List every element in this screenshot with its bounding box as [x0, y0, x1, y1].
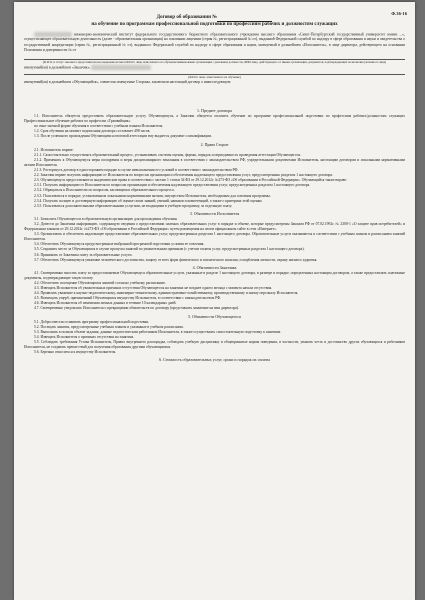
- contract-clause: 1.3. После успешного прохождения Обучающимся итоговой аттестации ему выдается документ о квалификации.: [34, 134, 212, 139]
- contract-clause: 4.6. Извещать Исполнителя об изменении личных данных в течение 10 календарных дней.: [34, 301, 177, 306]
- section-heading: 2. Права Сторон: [200, 141, 229, 147]
- document-title: [14, 15, 415, 28]
- contract-clause: 3.7. Обеспечить Обучающемуся уважение человеческого достоинства, защиту от всех форм физического и психического насилия, оскорбления личности, охрану жизни и здоровья.: [34, 257, 318, 262]
- contract-clause: 5.6. Бережно относиться к имуществу Исполнителя.: [34, 350, 117, 355]
- student-line: именуемый(ая) в дальнейшем «Обучающийся», совместно именуемые Стороны, заключили настоящий договор о нижеследующем:: [24, 79, 232, 84]
- contract-clause: 1.1. Исполнитель обязуется предоставить образовательную услугу Обучающемуся, а Заказчик обязуется оплатить обучение по программе профессиональной подготовки по профессиям рабочих/должностям служащих Профессиональное обучение рабочих по профессии «Трамвайщик»: [24, 114, 405, 124]
- header-block: [24, 29, 405, 85]
- caption-fio: (Ф.И.О. лица, зачисленного на обучение): [188, 74, 241, 79]
- section-heading: 6. Стоимость образовательных услуг, сроки и порядок их оплаты: [159, 357, 270, 363]
- contract-clause: 3.3. Организовать и обеспечить надлежащее предоставление образовательных услуг, предусмотренных разделом 1 настоящего договора. Образовательные услуги оказываются в соответствии с учебным планом и расписанием занятий Исполнителя.: [24, 232, 405, 242]
- contract-clause: 2.1.3. Расторгнуть договор в одностороннем порядке в случае невыполнения его условий в соответствии с законодательством РФ.: [34, 168, 239, 173]
- contract-sections: [24, 106, 405, 363]
- contract-clause: 4.4. Проявлять уважение к научно-педагогическому, инженерно-техническому, административно-хозяйственному, производственному и иному персоналу Исполнителя.: [34, 291, 299, 296]
- redacted-text: [34, 32, 72, 37]
- contract-clause: по очно-заочной форме обучения в соответствии с учебным планом Исполнителя.: [34, 124, 164, 129]
- contract-clause: 4.3. Извещать Исполнителя об уважительных причинах отсутствия Обучающегося на занятиях не позднее одного месяца с момента начала отсутствия.: [34, 286, 273, 291]
- contract-number-blank: [217, 15, 272, 22]
- contract-clause: 3.6. Принимать от Заказчика плату за образовательные услуги.: [34, 252, 133, 257]
- contract-clause: 2.1.1. Самостоятельно осуществлять образовательный процесс, устанавливать системы оценок, формы, порядок и периодичность проведения аттестации Обучающегося.: [34, 152, 302, 157]
- contract-clause: 2.3.3. Пользоваться в порядке, установленном локальными нормативными актами, имуществом Исполнителя, необходимым для освоения программы.: [34, 193, 271, 198]
- section-heading: 4. Обязанности Заказчика: [192, 264, 237, 270]
- contract-clause: 2.1.2. Применять к Обучающемуся меры поощрения и меры дисциплинарного взыскания в соответствии с законодательством РФ, учредительными документами Исполнителя, настоящим договором и локальными нормативными актами Исполнителя.: [24, 157, 405, 167]
- caption-parties: (Ф.И.О. и статус законного представителя несовершеннолетнего/Ф.И.О. лица зачисленного на обучение/наименование организации с указанием должности, ФИО лица, действующего от имени организации, документов, подтверждающих полномочия указанного лица): [42, 59, 387, 64]
- contract-clause: 5.3. Выполнять в полном объеме задания, данные педагогическим работником Исполнителя, в также осуществлять самостоятельную подготовку к занятиям.: [34, 329, 282, 334]
- contract-clause: 2.3.4. Получать полную и достоверную информацию об оценке своих знаний, умений, навыков и компетенций, а также о критериях этой оценки.: [34, 198, 263, 203]
- contract-clause: 4.7. Своевременно уведомлять Исполнителя о прекращении обязательств по договору (представлять заявление на имя директора).: [34, 306, 240, 311]
- section-heading: 5. Обязанности Обучающегося: [188, 313, 241, 319]
- contract-clause: 2.3.2. Обращаться к Исполнителю по вопросам, касающимся образовательного процесса.: [34, 188, 175, 193]
- section-heading: 1. Предмет договора: [197, 108, 232, 113]
- contract-clause: 3.5. Сохранить место за Обучающимся в случае пропуска занятий по уважительным причинам (с учетом оплаты услуг, предусмотренных разделом 1 настоящего договора).: [34, 247, 305, 252]
- contract-clause: 4.5. Возмещать ущерб, причиненный Обучающимся имуществу Исполнителя, в соответствии с законодательством РФ.: [34, 296, 222, 301]
- contract-clause: 2.2. Заказчик вправе получать информацию от Исполнителя по вопросам организации и обеспечения надлежащего предоставления услуг, предусмотренных разделом 1 настоящего договора.: [34, 173, 333, 178]
- contract-clause: 3.1. Зачислить Обучающегося в образовательную организацию для прохождения обучения.: [34, 216, 178, 221]
- contract-clause: 2.3.5. Пользоваться дополнительными образовательными услугами, не входящими в учебную программу, за отдельную плату.: [34, 203, 233, 208]
- title-line-1: Договор об образовании №: [156, 15, 218, 20]
- contract-clause: 5.5. Соблюдать требования Устава Исполнителя, Правил внутреннего распорядка, соблюдать учебную дисциплину и общепринятые нормы поведения, в частности, уважать честь и достоинство других обучающихся и работников Исполнителя, не создавать препятствий для получения образования другими обучающимися.: [24, 340, 405, 350]
- contract-page: [14, 2, 415, 600]
- section-heading: 3. Обязанности Исполнителя: [189, 210, 240, 216]
- contract-clause: 5.4. Извещать Исполнителя о причинах отсутствия на занятиях.: [34, 334, 135, 339]
- preamble: инженерно-экономический институт федерального государственного бюджетного образовательного учреждения высшего образования «Санкт-Петербургский государственный университет имени ...», осуществляющее образовательную деятельность (далее - образовательная организация) на основании лицензии (серия №, регистрационный № от), выданной Федеральной службой по надзору в сфере образования и науки и свидетельства о государственной аккредитации (серия №, регистрационный № от), выданного Федеральной службой по надзору в сфере образования и науки, именуемый в дальнейшем «Исполнитель», в лице директора, действующего на основании Положения и доверенности № от: [24, 32, 405, 52]
- contract-clause: 5.2. Посещать занятия, предусмотренные учебным планом и указанные в учебном расписании.: [34, 324, 184, 329]
- contract-clause: 2.3.1. Получать информацию от Исполнителя по вопросам организации и обеспечения надлежащего предоставления услуг, предусмотренных разделом 1 настоящего договора.: [34, 183, 311, 188]
- redacted-text: [91, 65, 151, 70]
- blank-line: [24, 55, 405, 60]
- title-line-2: на обучение по программам профессиональной подготовки по профессиям рабочих и должностям служащих: [91, 22, 338, 27]
- contract-clause: 3.2. Довести до Заказчика информацию, содержащую сведения о предоставлении платных образовательных услуг в порядке и объеме, которые предусмотрены Законом РФ от 07.02.1992г. № 2300-1 «О защите прав потребителей» и Федеральным законом от 29.12.2012г. №273-ФЗ «Об образовании в Российской Федерации» путем размещения на своем официальном сайте в сети «Интернет».: [24, 221, 405, 232]
- contract-clause: 1.2. Срок обучения на момент подписания договора составляет 498 часов.: [34, 129, 151, 134]
- customer-line: именуемый(ая) в дальнейшем «Заказчик»,: [24, 65, 405, 70]
- form-number: Ф.36-16: [391, 11, 407, 16]
- contract-clause: 3.4. Обеспечить Обучающемуся предусмотренные выбранной программой подготовки условия ее освоения.: [34, 242, 205, 247]
- contract-clause: 4.1. Своевременно вносить плату за предоставляемые Обучающемуся образовательные услуги, указанные в разделе 1 настоящего договора, в размере и порядке, определенных настоящим договором, а также предоставлять платежные документы, подтверждающие такую оплату.: [24, 270, 405, 280]
- contract-clause: 5.1. Добросовестно осваивать программу профессиональной подготовки.: [34, 319, 150, 324]
- contract-clause: 2.3. Обучающемуся предоставляются академические права в соответствии с частью 1 статьи 34 ФЗ от 29.12.2012г. №273-ФЗ «Об образовании в Российской Федерации». Обучающийся также вправе:: [34, 178, 347, 183]
- contract-clause: 4.2. Обеспечить посещение Обучающимся занятий согласно учебному расписанию.: [34, 281, 166, 285]
- contract-clause: 2.1. Исполнитель вправе:: [34, 147, 74, 152]
